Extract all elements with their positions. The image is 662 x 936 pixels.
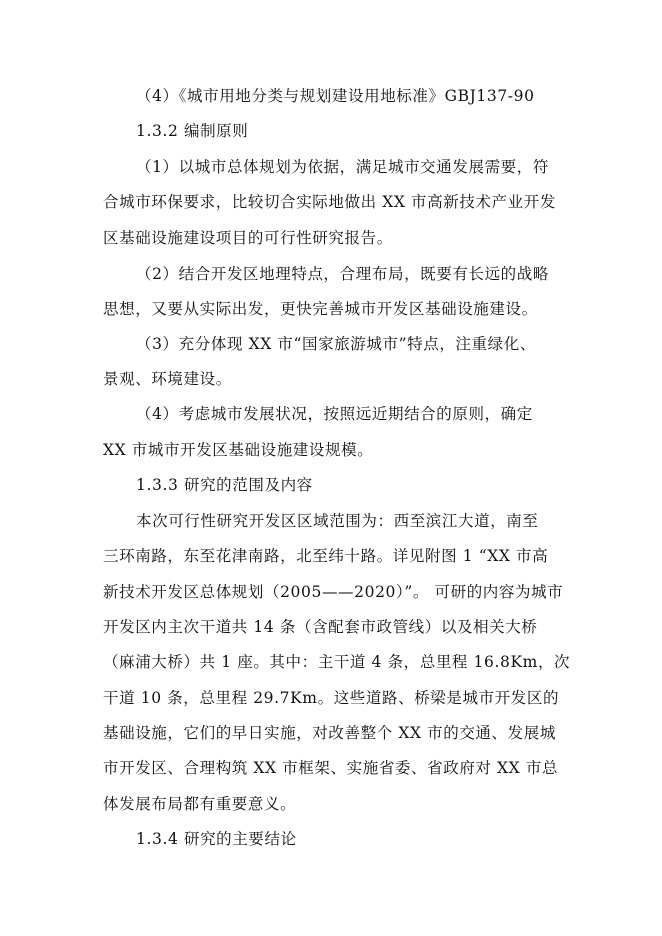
reference-item-4: （4）《城市用地分类与规划建设用地标准》GBJ137-90	[136, 87, 535, 105]
scope-paragraph-line-3: 新技术开发区总体规划（2005——2020）”。 可研的内容为城市	[103, 583, 564, 601]
section-heading-1-3-3: 1.3.3 研究的范围及内容	[136, 476, 313, 494]
principle-4-line-1: （4）考虑城市发展状况，按照远近期结合的原则，确定	[136, 405, 533, 423]
scope-paragraph-line-7: 基础设施，它们的早日实施，对改善整个 XX 市的交通、发展城	[103, 724, 556, 742]
principle-2-line-1: （2）结合开发区地理特点，合理布局，既要有长远的战略	[136, 265, 549, 283]
section-heading-1-3-2: 1.3.2 编制原则	[136, 122, 249, 140]
scope-paragraph-line-8: 市开发区、合理构筑 XX 市框架、实施省委、省政府对 XX 市总	[103, 759, 559, 777]
scope-paragraph-line-9: 体发展布局都有重要意义。	[103, 795, 297, 813]
principle-1-line-2: 合城市环保要求，比较切合实际地做出 XX 市高新技术产业开发	[103, 193, 556, 211]
scope-paragraph-line-2: 三环南路，东至花津南路，北至纬十路。详见附图 1 “XX 市高	[103, 547, 549, 565]
scope-paragraph-line-5: （麻浦大桥）共 1 座。其中：主干道 4 条，总里程 16.8Km，次	[103, 653, 571, 671]
scope-paragraph-line-1: 本次可行性研究开发区区域范围为：西至滨江大道，南至	[136, 512, 539, 530]
section-heading-1-3-4: 1.3.4 研究的主要结论	[136, 830, 297, 848]
principle-4-line-2: XX 市城市开发区基础设施建设规模。	[103, 441, 374, 459]
principle-2-line-2: 思想，又要从实际出发，更快完善城市开发区基础设施建设。	[103, 300, 538, 318]
principle-1-line-3: 区基础设施建设项目的可行性研究报告。	[103, 229, 393, 247]
scope-paragraph-line-6: 干道 10 条，总里程 29.7Km。这些道路、桥梁是城市开发区的	[103, 689, 560, 707]
scope-paragraph-line-4: 开发区内主次干道共 14 条（含配套市政管线）以及相关大桥	[103, 618, 538, 636]
principle-3-line-1: （3）充分体现 XX 市“国家旅游城市”特点，注重绿化、	[136, 335, 536, 353]
principle-1-line-1: （1）以城市总体规划为依据，满足城市交通发展需要，符	[136, 158, 549, 176]
principle-3-line-2: 景观、环境建设。	[103, 370, 232, 388]
